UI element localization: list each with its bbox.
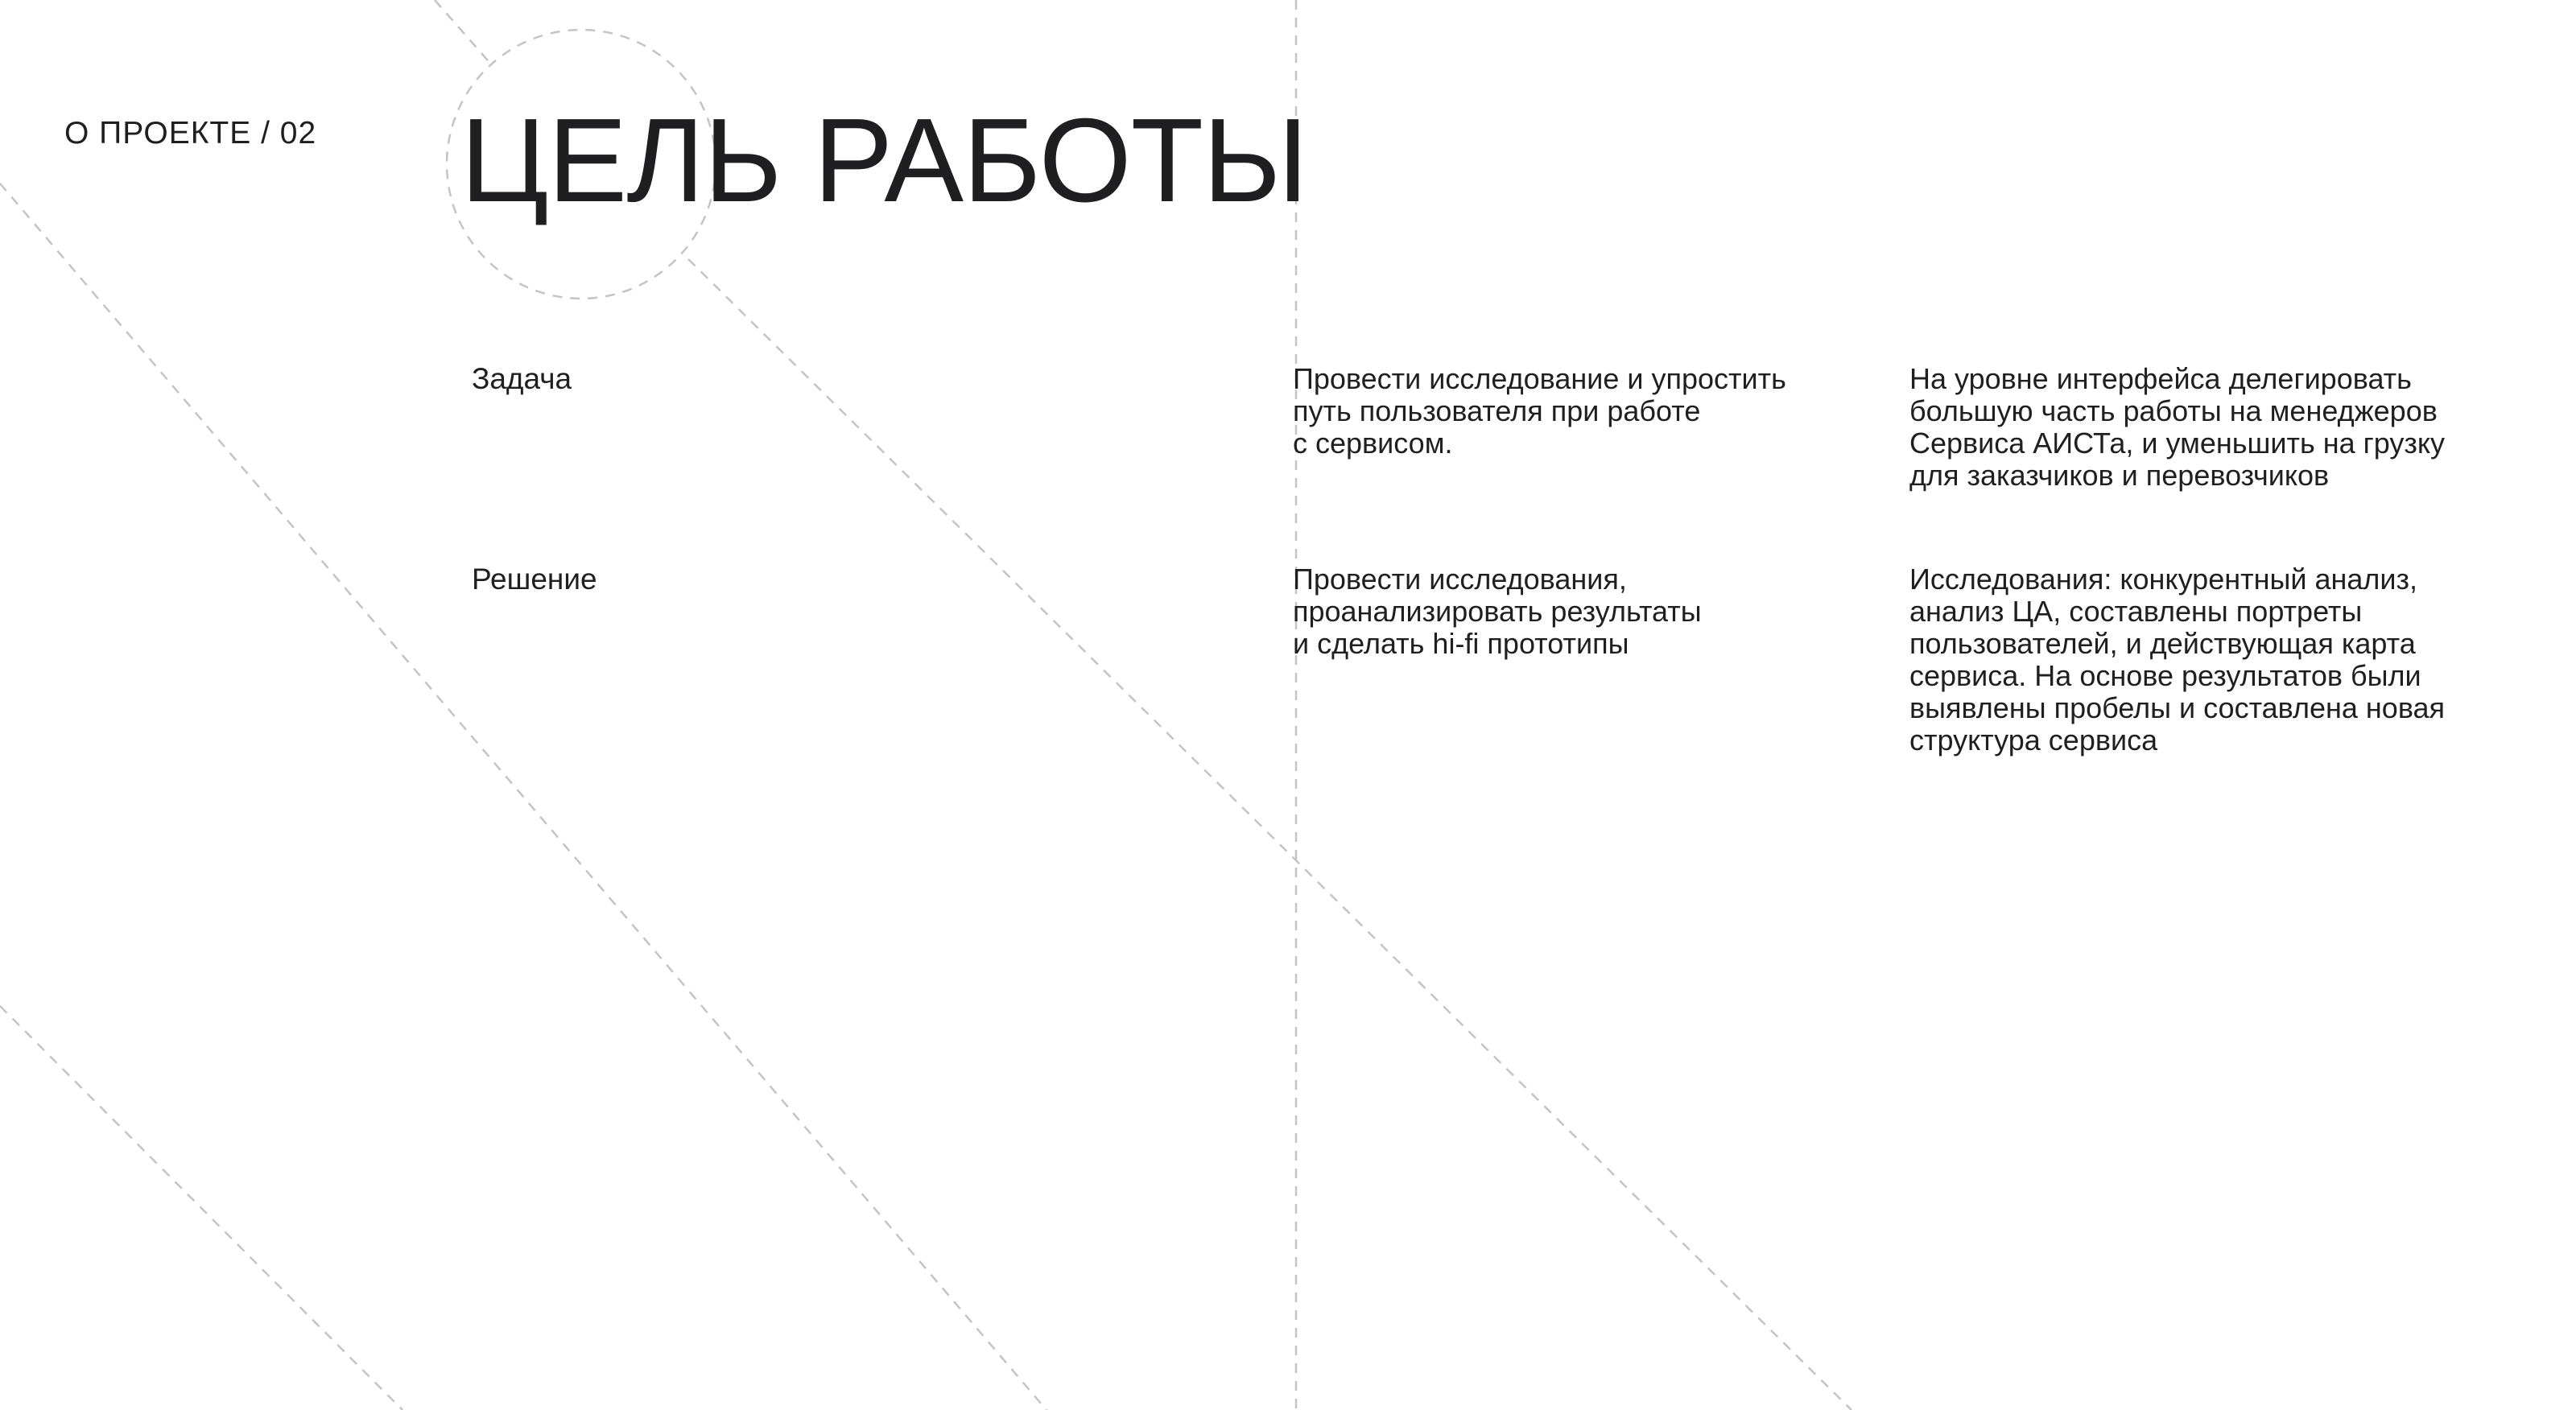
section-label: О ПРОЕКТЕ / 02 [64,116,317,150]
task-detail: На уровне интерфейса делегировать большую часть работы на менеджеров Сервиса АИСТа, и уменьшить на грузку для заказчиков и перевозчиков [1909,362,2446,492]
solution-description: Провести исследования, проанализировать результаты и сделать hi-fi прототипы [1293,563,1702,660]
diagonal-guide-line [0,1006,402,1410]
row-label-task: Задача [472,362,572,395]
page-title: ЦЕЛЬ РАБОТЫ [460,94,1308,227]
row-label-solution: Решение [472,563,597,596]
solution-detail: Исследования: конкурентный анализ, анализ ЦА, составлены портреты пользователей, и действующая карта сервиса. На основе результатов были выявлены пробелы и составлена новая структура сервиса [1909,563,2446,757]
task-description: Провести исследование и упростить путь пользователя при работе с сервисом. [1293,362,1786,460]
diagonal-guide-line [435,0,493,66]
